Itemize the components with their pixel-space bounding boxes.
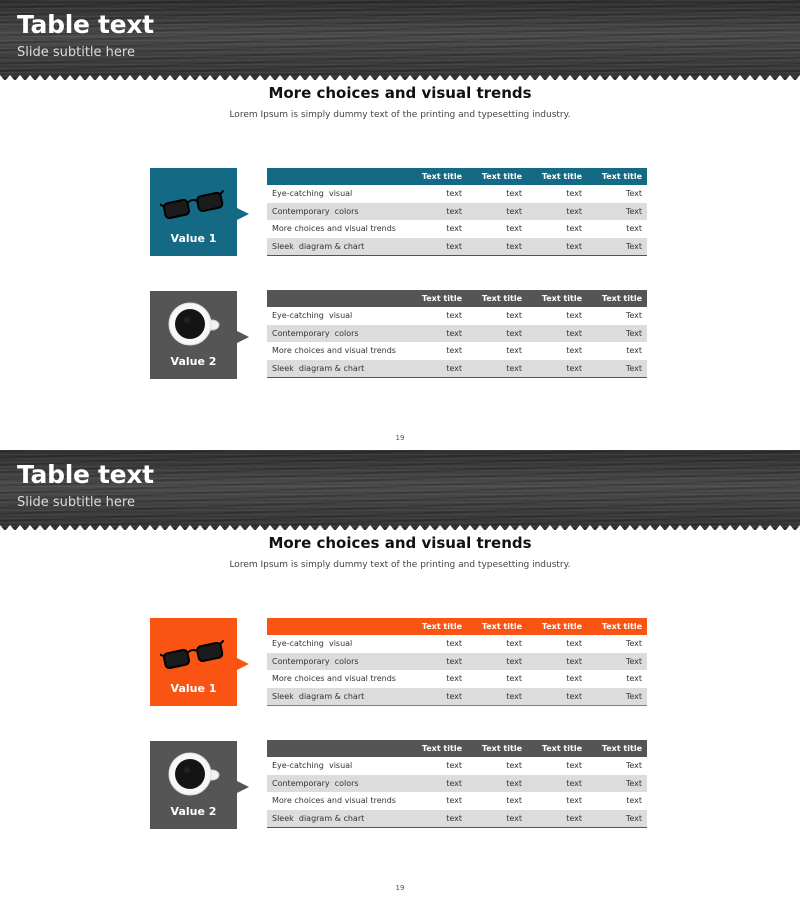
column-header <box>267 290 407 307</box>
table-row <box>267 238 647 256</box>
table-cell: text <box>626 796 642 806</box>
slide-header <box>0 0 800 80</box>
table-cell: text <box>566 761 582 771</box>
value-pointer <box>237 208 249 220</box>
value-label: Value 2 <box>170 355 217 368</box>
table-cell: text <box>506 761 522 771</box>
row-label: More choices and visual trends <box>272 224 396 234</box>
table-cell: text <box>506 311 522 321</box>
value-pointer <box>237 658 249 670</box>
table-row <box>267 670 647 688</box>
row-label: Sleek diagram & chart <box>267 238 407 256</box>
column-header: Text title <box>407 168 467 185</box>
row-label: Sleek diagram & chart <box>267 810 407 828</box>
table-cell: text <box>566 674 582 684</box>
table-row <box>267 203 647 221</box>
column-header: Text title <box>587 290 647 307</box>
table-row <box>267 810 647 828</box>
column-header <box>267 618 407 635</box>
row-label: Sleek diagram & chart <box>267 360 407 378</box>
value-label: Value 1 <box>170 232 217 245</box>
row-label: Eye-catching visual <box>272 761 353 771</box>
table-row <box>267 757 647 775</box>
column-header: Text title <box>467 290 527 307</box>
slide-header <box>0 450 800 530</box>
table-row <box>267 307 647 325</box>
table-cell: Text <box>587 360 647 378</box>
table-cell: text <box>467 688 527 706</box>
value-box-2 <box>150 741 237 829</box>
value-pointer <box>237 331 249 343</box>
table-cell: text <box>527 775 587 793</box>
row-label: Eye-catching visual <box>272 189 353 199</box>
table-cell: text <box>566 311 582 321</box>
table-cell: text <box>407 775 467 793</box>
table-cell: Text <box>587 325 647 343</box>
table-header-row <box>267 168 647 185</box>
table-row <box>267 775 647 793</box>
row-label: Eye-catching visual <box>272 311 353 321</box>
table-cell: text <box>506 346 522 356</box>
table-cell: text <box>467 325 527 343</box>
table-cell: text <box>626 346 642 356</box>
table-cell: text <box>527 810 587 828</box>
table-cell: Text <box>625 639 642 649</box>
table-cell: text <box>467 653 527 671</box>
header-zigzag-edge <box>0 73 800 81</box>
table-cell: text <box>626 224 642 234</box>
table-cell: text <box>527 203 587 221</box>
value-label: Value 1 <box>170 682 217 695</box>
section-heading: More choices and visual trends <box>268 534 532 552</box>
table-row <box>267 688 647 706</box>
table-cell: text <box>446 674 462 684</box>
table-cell: text <box>407 653 467 671</box>
table-cell: text <box>626 674 642 684</box>
column-header: Text title <box>467 618 527 635</box>
glasses-icon <box>160 640 227 670</box>
data-table-1 <box>267 618 647 706</box>
value-box-2 <box>150 291 237 379</box>
slide-subtitle: Slide subtitle here <box>17 495 135 510</box>
table-header-row <box>267 290 647 307</box>
table-cell: Text <box>625 189 642 199</box>
table-cell: text <box>407 325 467 343</box>
value-box-1 <box>150 168 237 256</box>
glasses-icon <box>160 190 227 220</box>
table-cell: text <box>407 238 467 256</box>
column-header: Text title <box>407 290 467 307</box>
table-cell: text <box>446 796 462 806</box>
column-header: Text title <box>467 168 527 185</box>
lead-text: Lorem Ipsum is simply dummy text of the printing and typesetting industry. <box>229 560 571 570</box>
row-label: Contemporary colors <box>267 325 407 343</box>
table-cell: text <box>506 224 522 234</box>
column-header: Text title <box>587 618 647 635</box>
table-cell: Text <box>587 653 647 671</box>
table-cell: text <box>467 810 527 828</box>
row-label: Contemporary colors <box>267 203 407 221</box>
column-header <box>267 740 407 757</box>
table-cell: text <box>506 639 522 649</box>
table-cell: Text <box>587 688 647 706</box>
column-header: Text title <box>527 740 587 757</box>
table-cell: text <box>527 653 587 671</box>
column-header <box>267 168 407 185</box>
table-cell: text <box>566 639 582 649</box>
table-cell: text <box>467 775 527 793</box>
table-row <box>267 342 647 360</box>
column-header: Text title <box>527 618 587 635</box>
table-cell: text <box>407 360 467 378</box>
column-header: Text title <box>587 168 647 185</box>
table-cell: text <box>467 203 527 221</box>
row-label: Contemporary colors <box>267 653 407 671</box>
table-cell: Text <box>587 203 647 221</box>
table-cell: Text <box>625 761 642 771</box>
table-cell: text <box>566 346 582 356</box>
row-label: More choices and visual trends <box>272 674 396 684</box>
table-cell: text <box>407 203 467 221</box>
data-table-2 <box>267 290 647 378</box>
table-cell: text <box>407 810 467 828</box>
table-cell: text <box>566 224 582 234</box>
header-zigzag-edge <box>0 523 800 531</box>
table-cell: text <box>467 238 527 256</box>
section-heading: More choices and visual trends <box>268 84 532 102</box>
column-header: Text title <box>527 168 587 185</box>
column-header: Text title <box>527 290 587 307</box>
row-label: More choices and visual trends <box>272 796 396 806</box>
data-table-1 <box>267 168 647 256</box>
row-label: Contemporary colors <box>267 775 407 793</box>
table-cell: text <box>446 311 462 321</box>
table-cell: Text <box>625 311 642 321</box>
value-pointer <box>237 781 249 793</box>
table-cell: text <box>566 189 582 199</box>
page-number: 19 <box>395 434 405 442</box>
table-cell: Text <box>587 775 647 793</box>
data-table-2 <box>267 740 647 828</box>
row-label: Sleek diagram & chart <box>267 688 407 706</box>
table-cell: text <box>566 796 582 806</box>
column-header: Text title <box>407 740 467 757</box>
coffee-cup-icon <box>166 301 222 347</box>
table-cell: text <box>527 360 587 378</box>
table-cell: Text <box>587 810 647 828</box>
table-cell: text <box>527 688 587 706</box>
table-header-row <box>267 740 647 757</box>
table-row <box>267 220 647 238</box>
table-cell: text <box>467 360 527 378</box>
value-box-1 <box>150 618 237 706</box>
table-cell: text <box>446 189 462 199</box>
table-cell: text <box>446 639 462 649</box>
table-row <box>267 792 647 810</box>
table-row <box>267 185 647 203</box>
table-cell: text <box>446 346 462 356</box>
table-cell: text <box>506 189 522 199</box>
table-cell: text <box>506 674 522 684</box>
table-header-row <box>267 618 647 635</box>
coffee-cup-icon <box>166 751 222 797</box>
lead-text: Lorem Ipsum is simply dummy text of the printing and typesetting industry. <box>229 110 571 120</box>
row-label: Eye-catching visual <box>272 639 353 649</box>
column-header: Text title <box>587 740 647 757</box>
row-label: More choices and visual trends <box>272 346 396 356</box>
slide-2 <box>0 450 800 900</box>
slide-title: Table text <box>17 460 154 489</box>
table-cell: text <box>407 688 467 706</box>
slide-subtitle: Slide subtitle here <box>17 45 135 60</box>
value-label: Value 2 <box>170 805 217 818</box>
table-cell: Text <box>587 238 647 256</box>
slide-title: Table text <box>17 10 154 39</box>
column-header: Text title <box>467 740 527 757</box>
table-cell: text <box>506 796 522 806</box>
page-number: 19 <box>395 884 405 892</box>
table-row <box>267 653 647 671</box>
table-cell: text <box>446 761 462 771</box>
column-header: Text title <box>407 618 467 635</box>
table-cell: text <box>446 224 462 234</box>
table-cell: text <box>527 325 587 343</box>
table-cell: text <box>527 238 587 256</box>
table-row <box>267 360 647 378</box>
table-row <box>267 635 647 653</box>
table-row <box>267 325 647 343</box>
